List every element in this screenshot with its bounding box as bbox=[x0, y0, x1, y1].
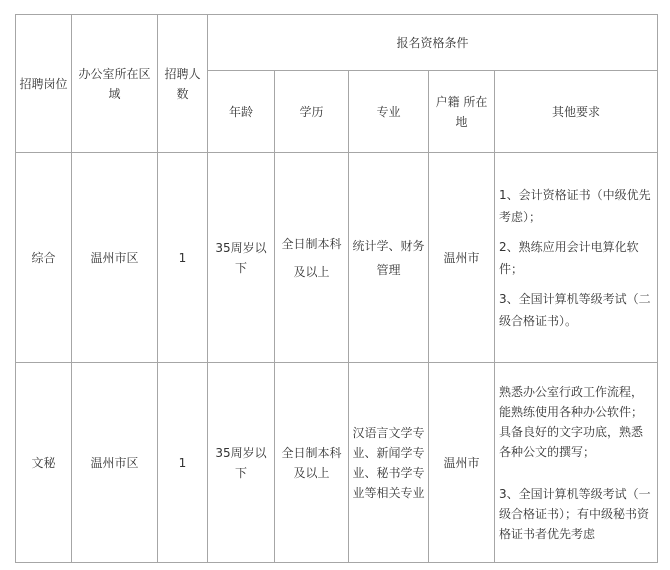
cell-position: 文秘 bbox=[16, 363, 72, 563]
cell-major: 统计学、财务管理 bbox=[349, 153, 429, 363]
cell-hukou: 温州市 bbox=[429, 363, 495, 563]
cell-education: 全日制本科 及以上 bbox=[275, 363, 349, 563]
cell-education: 全日制本科及以上 bbox=[275, 153, 349, 363]
other-requirement: 1、会计资格证书（中级优先考虑）； bbox=[499, 187, 651, 224]
cell-age: 35周岁以下 bbox=[208, 363, 275, 563]
header-major: 专业 bbox=[349, 71, 429, 153]
cell-age: 35周岁以下 bbox=[208, 153, 275, 363]
other-requirement: 2、熟练应用会计电算化软件； bbox=[499, 239, 639, 276]
other-requirement: 熟悉办公室行政工作流程，能熟练使用各种办公软件；具备良好的文字功底，熟悉各种公文的撰写； bbox=[499, 384, 644, 459]
cell-office-area: 温州市区 bbox=[72, 153, 158, 363]
header-education: 学历 bbox=[275, 71, 349, 153]
recruitment-table bbox=[15, 14, 658, 563]
other-requirement: 3、全国计算机等级考试（一级合格证书）；有中级秘书资格证书者优先考虑 bbox=[499, 486, 651, 541]
cell-headcount: 1 bbox=[158, 363, 208, 563]
cell-position: 综合 bbox=[16, 153, 72, 363]
cell-other bbox=[495, 153, 658, 363]
header-hukou: 户籍 所在地 bbox=[429, 71, 495, 153]
cell-other bbox=[495, 363, 658, 563]
header-age: 年龄 bbox=[208, 71, 275, 153]
header-conditions: 报名资格条件 bbox=[208, 15, 658, 71]
table-row bbox=[16, 363, 658, 563]
cell-headcount: 1 bbox=[158, 153, 208, 363]
other-requirement: 3、全国计算机等级考试（二级合格证书）。 bbox=[499, 291, 651, 328]
header-position: 招聘岗位 bbox=[16, 15, 72, 153]
table-row bbox=[16, 153, 658, 363]
cell-hukou: 温州市 bbox=[429, 153, 495, 363]
header-other: 其他要求 bbox=[495, 71, 658, 153]
cell-major: 汉语言文学专业、新闻学专业、秘书学专业等相关专业 bbox=[349, 363, 429, 563]
header-headcount: 招聘人数 bbox=[158, 15, 208, 153]
header-office-area: 办公室所在区域 bbox=[72, 15, 158, 153]
cell-office-area: 温州市区 bbox=[72, 363, 158, 563]
